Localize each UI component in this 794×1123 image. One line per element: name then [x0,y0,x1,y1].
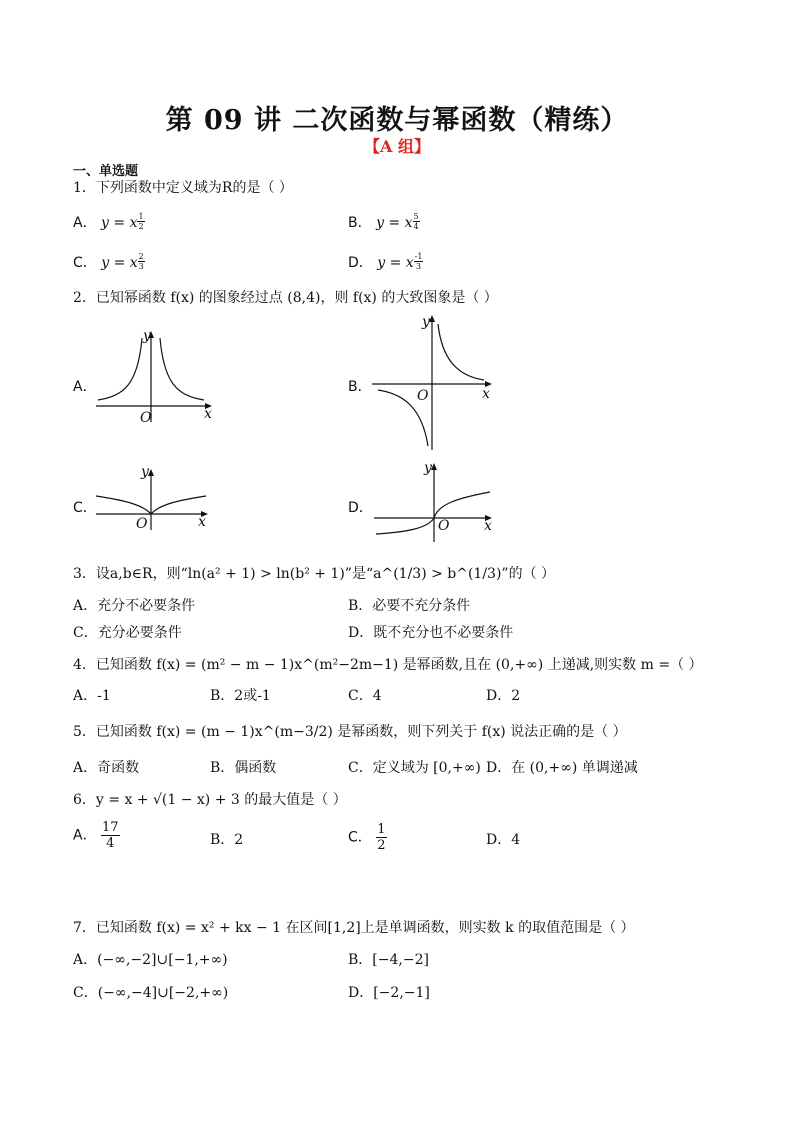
y-label: y [424,460,432,476]
q6-c-label: C． [348,829,372,846]
q2-d-label[interactable]: D． [348,500,373,516]
q7-option-c[interactable]: C．(−∞,−4]∪[−2,+∞) [73,985,229,1001]
q7-stem: 7．已知函数 f(x) = x² + kx − 1 在区间[1,2]上是单调函数，则实数 k 的取值范围是（ ） [73,920,635,936]
x-label: x [198,514,206,530]
q1-b-label: B． [348,215,372,231]
q1-a-exp-num: 1 [138,212,144,221]
q2-graph-a[interactable] [94,326,218,426]
x-label: x [484,518,492,534]
q4-option-a[interactable]: A．-1 [73,688,111,704]
q1-c-exp-num: 2 [138,252,144,261]
q5-option-b[interactable]: B．偶函数 [210,760,277,776]
q1-option-b[interactable] [348,212,420,232]
q1-b-exp-den: 4 [413,222,419,231]
q3-option-d[interactable]: D．既不充分也不必要条件 [348,625,514,641]
q5-stem: 5．已知函数 f(x) = (m − 1)x^(m−3/2) 是幂函数，则下列关于 f(x) 说法正确的是（ ） [73,724,627,740]
q1-stem: 1．下列函数中定义域为R的是（ ） [73,180,293,196]
page-title: 第 09 讲 二次函数与幂函数（精练） [165,105,629,136]
q6-c-den: 2 [377,838,386,853]
q6-option-a[interactable] [73,820,120,851]
q1-c-exp-den: 3 [138,262,144,271]
q2-a-label[interactable]: A． [73,379,97,395]
q1-d-exp-num: -1 [414,252,423,261]
q2-c-label[interactable]: C． [73,500,97,516]
section-heading: 一、单选题 [73,164,139,179]
x-label: x [482,386,490,402]
q1-option-c[interactable] [73,252,145,272]
q3-option-a[interactable]: A．充分不必要条件 [73,598,196,614]
q4-option-c[interactable]: C．4 [348,688,382,704]
q1-d-exp-den: 3 [416,262,422,271]
q6-stem: 6．y = x + √(1 − x) + 3 的最大值是（ ） [73,792,347,808]
y-label: y [143,328,151,344]
q6-a-label: A． [73,827,97,844]
q2-b-label[interactable]: B． [348,379,372,395]
origin-label: O [417,388,429,404]
curve [376,492,490,534]
q1-b-exp-num: 5 [413,212,419,221]
q7-option-a[interactable]: A．(−∞,−2]∪[−1,+∞) [73,952,228,968]
q1-c-label: C． [73,255,97,271]
q7-option-d[interactable]: D．[−2,−1] [348,985,430,1001]
q2-stem: 2．已知幂函数 f(x) 的图象经过点 (8,4)，则 f(x) 的大致图象是（ ） [73,290,498,306]
q5-option-c[interactable]: C．定义域为 [0,+∞) [348,760,481,776]
q1-c-expr: y = x [101,255,138,271]
q1-b-expr: y = x [376,215,413,231]
group-label: 【A 组】 [364,137,430,156]
q3-stem: 3．设a,b∈R，则“ln(a² + 1) > ln(b² + 1)”是“a^(1/3) > b^(1/3)”的（ ） [73,566,556,582]
q6-option-c[interactable] [348,822,387,853]
q6-a-num: 17 [102,820,119,835]
q2-graph-b[interactable] [370,312,500,452]
q7-option-b[interactable]: B．[−4,−2] [348,952,429,968]
q4-option-b[interactable]: B．2或-1 [210,688,271,704]
y-label: y [141,464,149,480]
q3-option-c[interactable]: C．充分必要条件 [73,625,182,641]
x-label: x [204,406,212,422]
q1-d-expr: y = x [377,255,414,271]
q5-option-d[interactable]: D．在 (0,+∞) 单调递减 [486,760,638,776]
curve-left [98,338,142,400]
q1-d-label: D． [348,255,373,271]
origin-label: O [140,410,152,426]
q1-a-label: A． [73,215,97,231]
q1-a-expr: y = x [101,215,138,231]
origin-label: O [438,518,450,534]
q4-stem: 4．已知函数 f(x) = (m² − m − 1)x^(m²−2m−1) 是幂函数,且在 (0,+∞) 上递减,则实数 m =（ ） [73,657,703,673]
q2-graph-d[interactable] [372,458,502,544]
q1-option-a[interactable] [73,212,145,232]
q2-graph-c[interactable] [94,462,218,534]
q1-option-d[interactable] [348,252,423,272]
curve-right [160,338,204,400]
q5-option-a[interactable]: A．奇函数 [73,760,140,776]
q6-option-d[interactable]: D．4 [486,832,521,848]
q6-a-den: 4 [106,836,115,851]
q3-option-b[interactable]: B．必要不充分条件 [348,598,471,614]
q6-option-b[interactable]: B．2 [210,832,244,848]
y-label: y [422,314,430,330]
curve-right [438,324,484,380]
q6-c-num: 1 [377,822,386,837]
origin-label: O [136,516,148,532]
q4-option-d[interactable]: D．2 [486,688,521,704]
q1-a-exp-den: 2 [138,222,144,231]
